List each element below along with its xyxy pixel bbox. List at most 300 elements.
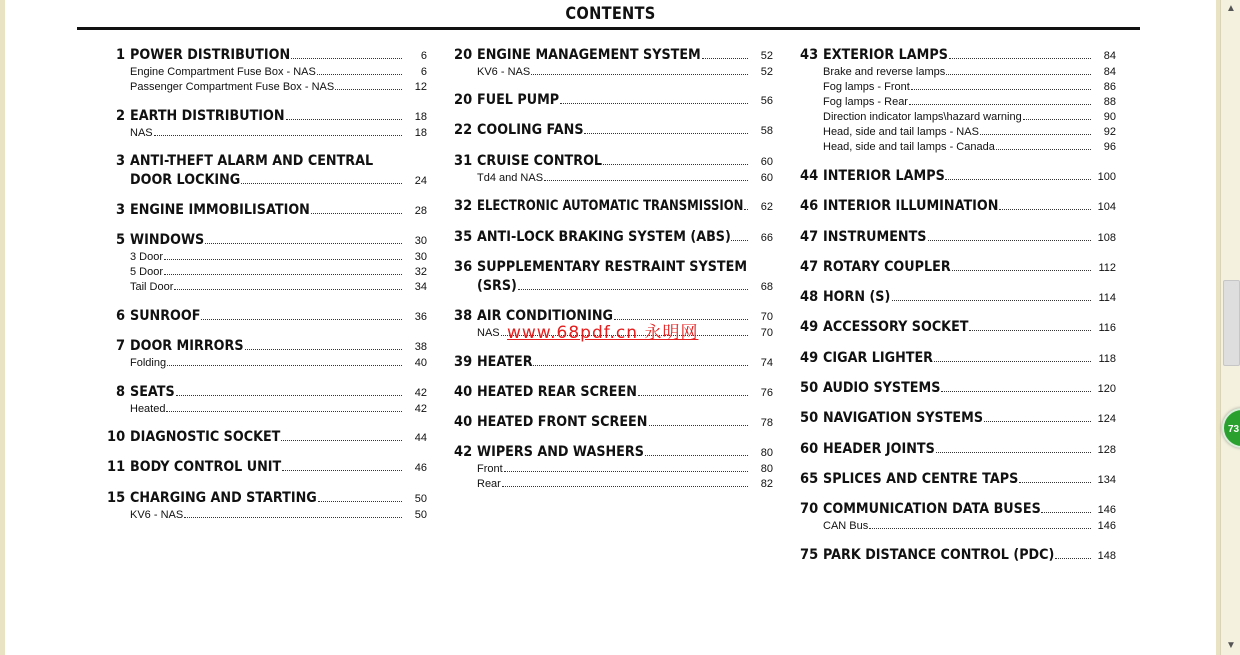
section-title[interactable]: ELECTRONIC AUTOMATIC TRANSMISSION <box>477 198 744 214</box>
subsection-page-number: 92 <box>1103 126 1116 138</box>
section-heading-row <box>130 337 427 356</box>
subsection-page-number: 86 <box>1103 81 1116 93</box>
dot-leader <box>544 179 748 181</box>
section-title[interactable]: DOOR LOCKING <box>130 172 241 188</box>
section-title[interactable]: DIAGNOSTIC SOCKET <box>130 429 281 445</box>
section-number: 49 <box>799 350 818 366</box>
dot-leader <box>317 73 402 75</box>
section-heading-row <box>823 470 1116 489</box>
section-number: 3 <box>115 202 125 218</box>
subsection-row[interactable] <box>823 110 1116 125</box>
subsection-row[interactable] <box>130 402 427 417</box>
section-title[interactable]: WIPERS AND WASHERS <box>477 444 644 460</box>
section-page-number: 28 <box>414 205 427 217</box>
page-number-badge[interactable]: 73 <box>1222 408 1240 448</box>
dot-leader <box>176 394 402 396</box>
subsection-page-number: 146 <box>1097 520 1116 532</box>
dot-leader <box>291 57 402 59</box>
toc-entry[interactable] <box>453 121 773 140</box>
section-heading-row <box>130 201 427 220</box>
toc-entry[interactable] <box>799 349 1116 368</box>
subsection-page-number: 34 <box>414 281 427 293</box>
toc-entry[interactable] <box>453 353 773 372</box>
section-number: 35 <box>453 229 472 245</box>
section-number: 36 <box>453 259 472 275</box>
scroll-up-icon[interactable]: ▲ <box>1226 3 1236 14</box>
section-page-number: 74 <box>760 357 773 369</box>
toc-entry[interactable] <box>110 383 427 417</box>
subsection-row[interactable] <box>477 65 773 80</box>
section-title[interactable]: EARTH DISTRIBUTION <box>130 108 285 124</box>
subsection-page-number: 40 <box>414 357 427 369</box>
dot-leader <box>936 451 1091 453</box>
toc-entry[interactable] <box>453 413 773 432</box>
section-title-line: ANTI-THEFT ALARM AND CENTRAL <box>130 153 374 169</box>
subsection-row[interactable] <box>823 95 1116 110</box>
dot-leader <box>949 57 1091 59</box>
section-page-number: 58 <box>760 125 773 137</box>
section-page-number: 62 <box>760 201 773 213</box>
section-heading-row <box>130 458 427 477</box>
subsection-row[interactable] <box>130 280 427 295</box>
section-number: 48 <box>799 289 818 305</box>
section-title[interactable]: HEATED REAR SCREEN <box>477 384 637 400</box>
toc-entry[interactable] <box>110 307 427 326</box>
section-page-number: 76 <box>760 387 773 399</box>
toc-entry[interactable] <box>799 46 1116 155</box>
section-heading-row <box>477 228 773 247</box>
section-page-number: 114 <box>1098 292 1116 304</box>
subsection-page-number: 6 <box>420 66 427 78</box>
section-page-number: 60 <box>760 156 773 168</box>
toc-entry[interactable] <box>799 258 1116 277</box>
dot-leader <box>928 239 1091 241</box>
section-title[interactable]: DOOR MIRRORS <box>130 338 244 354</box>
subsection-row[interactable] <box>823 65 1116 80</box>
section-page-number: 80 <box>760 447 773 459</box>
page-title: CONTENTS <box>565 4 656 24</box>
section-title[interactable]: BODY CONTROL UNIT <box>130 459 282 475</box>
subsection-page-number: 30 <box>414 251 427 263</box>
toc-entry[interactable] <box>453 152 773 186</box>
subsection-title: 3 Door <box>130 251 164 263</box>
dot-leader <box>533 364 748 366</box>
toc-entry[interactable] <box>799 197 1116 216</box>
subsection-title: NAS <box>477 327 500 339</box>
subsection-row[interactable] <box>130 250 427 265</box>
subsection-page-number: 12 <box>414 81 427 93</box>
section-page-number: 46 <box>414 462 427 474</box>
dot-leader <box>702 57 748 59</box>
toc-entry[interactable] <box>799 409 1116 428</box>
subsection-row[interactable] <box>130 126 427 141</box>
dot-leader <box>996 148 1091 150</box>
dot-leader <box>282 469 402 471</box>
dot-leader <box>245 348 402 350</box>
section-heading-row <box>477 152 773 171</box>
subsection-title: Tail Door <box>130 281 174 293</box>
subsection-page-number: 32 <box>414 266 427 278</box>
subsection-title: CAN Bus <box>823 520 869 532</box>
dot-leader <box>984 420 1091 422</box>
subsection-title: Heated <box>130 403 166 415</box>
section-title[interactable]: ROTARY COUPLER <box>823 259 951 275</box>
section-title[interactable]: AIR CONDITIONING <box>477 308 614 324</box>
toc-entry[interactable] <box>453 443 773 492</box>
toc-entry[interactable] <box>799 228 1116 247</box>
dot-leader <box>518 288 748 290</box>
section-number: 70 <box>799 501 818 517</box>
dot-leader <box>649 424 748 426</box>
toc-entry[interactable] <box>110 201 427 220</box>
section-number: 3 <box>115 153 125 169</box>
section-page-number: 24 <box>414 175 427 187</box>
section-title-line: SUPPLEMENTARY RESTRAINT SYSTEM <box>477 259 748 275</box>
section-number: 11 <box>106 459 125 475</box>
toc-entry[interactable] <box>110 107 427 141</box>
section-page-number: 108 <box>1097 232 1116 244</box>
subsection-row[interactable] <box>130 80 427 95</box>
subsection-row[interactable] <box>823 125 1116 140</box>
section-page-number: 30 <box>414 235 427 247</box>
subsection-page-number: 42 <box>414 403 427 415</box>
section-heading-row <box>823 228 1116 247</box>
section-page-number: 116 <box>1098 322 1116 334</box>
section-title[interactable]: HEATED FRONT SCREEN <box>477 414 648 430</box>
toc-entry[interactable] <box>453 197 773 216</box>
subsection-page-number: 82 <box>760 478 773 490</box>
section-number: 2 <box>115 108 125 124</box>
subsection-title: KV6 - NAS <box>477 66 531 78</box>
section-heading-row <box>130 171 427 190</box>
subsection-page-number: 88 <box>1103 96 1116 108</box>
toc-entry[interactable] <box>110 231 427 295</box>
section-page-number: 148 <box>1097 550 1116 562</box>
section-number: 20 <box>453 92 472 108</box>
subsection-page-number: 50 <box>414 509 427 521</box>
dot-leader <box>174 288 402 290</box>
dot-leader <box>969 329 1091 331</box>
dot-leader <box>281 439 402 441</box>
section-number: 38 <box>453 308 472 324</box>
dot-leader <box>241 182 402 184</box>
dot-leader <box>531 73 748 75</box>
section-heading-row <box>477 121 773 140</box>
section-heading-row <box>823 46 1116 65</box>
section-page-number: 78 <box>760 417 773 429</box>
section-number: 75 <box>799 547 818 563</box>
subsection-title: Head, side and tail lamps - NAS <box>823 126 979 138</box>
section-title[interactable]: PARK DISTANCE CONTROL (PDC) <box>823 547 1055 563</box>
dot-leader <box>205 242 402 244</box>
toc-entry[interactable] <box>453 46 773 80</box>
dot-leader <box>999 208 1091 210</box>
section-heading-row <box>823 288 1116 307</box>
section-heading-row <box>823 440 1116 459</box>
subsection-title: Head, side and tail lamps - Canada <box>823 141 995 153</box>
section-heading-row <box>823 197 1116 216</box>
section-number: 46 <box>799 198 818 214</box>
subsection-page-number: 96 <box>1103 141 1116 153</box>
toc-entry[interactable] <box>799 379 1116 398</box>
section-heading-row <box>477 413 773 432</box>
dot-leader <box>892 299 1091 301</box>
section-title[interactable]: EXTERIOR LAMPS <box>823 47 948 63</box>
section-heading-row <box>130 428 427 447</box>
section-number: 65 <box>799 471 818 487</box>
subsection-title: Passenger Compartment Fuse Box - NAS <box>130 81 335 93</box>
section-heading-row <box>130 107 427 126</box>
toc-entry[interactable] <box>453 228 773 247</box>
subsection-title: Td4 and NAS <box>477 172 544 184</box>
section-page-number: 70 <box>760 311 773 323</box>
section-heading-row <box>130 307 427 326</box>
section-page-number: 66 <box>760 232 773 244</box>
section-title[interactable]: COOLING FANS <box>477 122 584 138</box>
section-title[interactable]: CHARGING AND STARTING <box>130 490 317 506</box>
dot-leader <box>603 163 748 165</box>
section-title[interactable]: SEATS <box>130 384 175 400</box>
section-page-number: 44 <box>414 432 427 444</box>
section-number: 20 <box>453 47 472 63</box>
subsection-row[interactable] <box>130 265 427 280</box>
section-title[interactable]: SPLICES AND CENTRE TAPS <box>823 471 1019 487</box>
dot-leader <box>1055 557 1091 559</box>
section-page-number: 120 <box>1097 383 1116 395</box>
dot-leader <box>744 208 748 210</box>
dot-leader <box>164 258 402 260</box>
section-page-number: 100 <box>1097 171 1116 183</box>
subsection-page-number: 60 <box>760 172 773 184</box>
dot-leader <box>1023 118 1091 120</box>
section-page-number: 6 <box>420 50 427 62</box>
dot-leader <box>335 88 402 90</box>
section-title[interactable]: (SRS) <box>477 278 517 294</box>
dot-leader <box>911 88 1091 90</box>
scroll-thumb[interactable] <box>1223 280 1240 366</box>
subsection-row[interactable] <box>130 508 427 523</box>
section-heading-row <box>130 46 427 65</box>
subsection-title: Front <box>477 463 503 475</box>
subsection-row[interactable] <box>130 65 427 80</box>
dot-leader <box>560 102 748 104</box>
section-title[interactable]: WINDOWS <box>130 232 205 248</box>
section-title[interactable]: INSTRUMENTS <box>823 229 927 245</box>
dot-leader <box>1041 511 1091 513</box>
subsection-page-number: 90 <box>1103 111 1116 123</box>
section-page-number: 42 <box>414 387 427 399</box>
subsection-title: Folding <box>130 357 167 369</box>
watermark-text: www.68pdf.cn 永明网 <box>507 323 699 343</box>
subsection-title: NAS <box>130 127 153 139</box>
section-title[interactable]: AUDIO SYSTEMS <box>823 380 941 396</box>
subsection-row[interactable] <box>823 519 1116 534</box>
dot-leader <box>311 212 402 214</box>
section-title[interactable]: INTERIOR LAMPS <box>823 168 945 184</box>
section-title[interactable]: ANTI-LOCK BRAKING SYSTEM (ABS) <box>477 229 731 245</box>
section-heading-row <box>823 500 1116 519</box>
subsection-row[interactable] <box>823 140 1116 155</box>
subsection-page-number: 52 <box>760 66 773 78</box>
dot-leader <box>166 410 402 412</box>
toc-entry[interactable] <box>106 489 427 523</box>
section-page-number: 112 <box>1098 262 1116 274</box>
vertical-scrollbar[interactable] <box>1220 0 1240 655</box>
dot-leader <box>941 390 1091 392</box>
section-page-number: 38 <box>414 341 427 353</box>
subsection-row[interactable] <box>477 477 773 492</box>
dot-leader <box>318 500 402 502</box>
section-number: 44 <box>799 168 818 184</box>
section-title[interactable]: SUNROOF <box>130 308 201 324</box>
section-title[interactable]: HEATER <box>477 354 533 370</box>
section-number: 32 <box>453 198 472 214</box>
section-heading-row <box>130 231 427 250</box>
section-page-number: 128 <box>1097 444 1116 456</box>
section-number: 47 <box>799 259 818 275</box>
dot-leader <box>504 470 748 472</box>
toc-entry[interactable] <box>799 288 1116 307</box>
toc-entry[interactable] <box>110 46 427 95</box>
subsection-row[interactable] <box>823 80 1116 95</box>
section-heading-row <box>823 546 1116 565</box>
subsection-title: Direction indicator lamps\hazard warning <box>823 111 1022 123</box>
toc-entry[interactable] <box>799 500 1116 534</box>
section-heading-row <box>823 409 1116 428</box>
subsection-title: KV6 - NAS <box>130 509 184 521</box>
toc-entry[interactable] <box>799 470 1116 489</box>
dot-leader <box>952 269 1091 271</box>
subsection-title: Fog lamps - Rear <box>823 96 908 108</box>
subsection-page-number: 70 <box>760 327 773 339</box>
section-title[interactable]: ACCESSORY SOCKET <box>823 319 969 335</box>
section-number: 43 <box>799 47 818 63</box>
section-page-number: 118 <box>1098 353 1116 365</box>
section-page-number: 50 <box>414 493 427 505</box>
toc-entry[interactable] <box>799 440 1116 459</box>
section-heading-row <box>477 91 773 110</box>
section-number: 6 <box>115 308 125 324</box>
section-heading-row <box>477 277 773 296</box>
section-number: 47 <box>799 229 818 245</box>
section-title[interactable]: COMMUNICATION DATA BUSES <box>823 501 1041 517</box>
section-number: 8 <box>115 384 125 400</box>
section-number: 50 <box>799 410 818 426</box>
toc-entry[interactable] <box>106 428 427 447</box>
section-title[interactable]: POWER DISTRIBUTION <box>130 47 291 63</box>
section-page-number: 56 <box>760 95 773 107</box>
dot-leader <box>945 178 1091 180</box>
section-heading-row <box>130 383 427 402</box>
section-page-number: 36 <box>414 311 427 323</box>
toc-entry[interactable] <box>453 91 773 110</box>
section-title[interactable]: HORN (S) <box>823 289 891 305</box>
section-number: 40 <box>453 384 472 400</box>
subsection-title: Engine Compartment Fuse Box - NAS <box>130 66 316 78</box>
section-number: 22 <box>453 122 472 138</box>
section-title[interactable]: CIGAR LIGHTER <box>823 350 934 366</box>
dot-leader <box>946 73 1091 75</box>
section-heading-row <box>823 167 1116 186</box>
section-title[interactable]: CRUISE CONTROL <box>477 153 603 169</box>
section-title[interactable]: HEADER JOINTS <box>823 441 935 457</box>
subsection-title: 5 Door <box>130 266 164 278</box>
subsection-row[interactable] <box>130 356 427 371</box>
subsection-row[interactable] <box>477 171 773 186</box>
section-heading-row <box>477 46 773 65</box>
section-number: 60 <box>799 441 818 457</box>
subsection-title: Rear <box>477 478 501 490</box>
subsection-page-number: 18 <box>414 127 427 139</box>
toc-entry[interactable] <box>453 383 773 402</box>
dot-leader <box>645 454 748 456</box>
subsection-row[interactable] <box>477 462 773 477</box>
subsection-page-number: 84 <box>1103 66 1116 78</box>
section-number: 50 <box>799 380 818 396</box>
dot-leader <box>184 516 402 518</box>
toc-entry[interactable] <box>799 318 1116 337</box>
section-heading-row <box>823 258 1116 277</box>
section-title[interactable]: NAVIGATION SYSTEMS <box>823 410 984 426</box>
section-number: 39 <box>453 354 472 370</box>
dot-leader <box>909 103 1091 105</box>
section-heading-row <box>477 383 773 402</box>
toc-entry[interactable] <box>110 337 427 371</box>
section-title[interactable]: ENGINE IMMOBILISATION <box>130 202 310 218</box>
section-title[interactable]: FUEL PUMP <box>477 92 560 108</box>
section-page-number: 68 <box>760 281 773 293</box>
section-number: 5 <box>115 232 125 248</box>
section-page-number: 52 <box>760 50 773 62</box>
toc-entry[interactable] <box>453 258 773 296</box>
section-number: 15 <box>106 490 125 506</box>
dot-leader <box>731 239 748 241</box>
dot-leader <box>980 133 1091 135</box>
scroll-down-icon[interactable]: ▼ <box>1226 640 1236 651</box>
toc-entry[interactable] <box>799 546 1116 565</box>
section-page-number: 134 <box>1097 474 1116 486</box>
section-title[interactable]: ENGINE MANAGEMENT SYSTEM <box>477 47 701 63</box>
section-number: 7 <box>115 338 125 354</box>
toc-entry[interactable] <box>799 167 1116 186</box>
dot-leader <box>584 132 748 134</box>
section-heading-row <box>477 443 773 462</box>
subsection-title: Brake and reverse lamps <box>823 66 946 78</box>
section-page-number: 146 <box>1097 504 1116 516</box>
dot-leader <box>638 394 748 396</box>
section-number: 10 <box>106 429 125 445</box>
section-heading-row <box>823 318 1116 337</box>
section-title[interactable]: INTERIOR ILLUMINATION <box>823 198 999 214</box>
section-page-number: 104 <box>1097 201 1116 213</box>
dot-leader <box>154 134 402 136</box>
dot-leader <box>201 318 402 320</box>
toc-entry[interactable] <box>110 152 427 190</box>
document-page <box>5 0 1216 655</box>
section-number: 1 <box>115 47 125 63</box>
section-page-number: 18 <box>414 111 427 123</box>
section-page-number: 124 <box>1097 413 1116 425</box>
toc-entry[interactable] <box>106 458 427 477</box>
section-number: 42 <box>453 444 472 460</box>
section-heading-row <box>130 489 427 508</box>
dot-leader <box>1019 481 1091 483</box>
dot-leader <box>869 527 1091 529</box>
dot-leader <box>502 485 748 487</box>
subsection-title: Fog lamps - Front <box>823 81 910 93</box>
section-number: 49 <box>799 319 818 335</box>
section-heading-row <box>477 197 773 216</box>
